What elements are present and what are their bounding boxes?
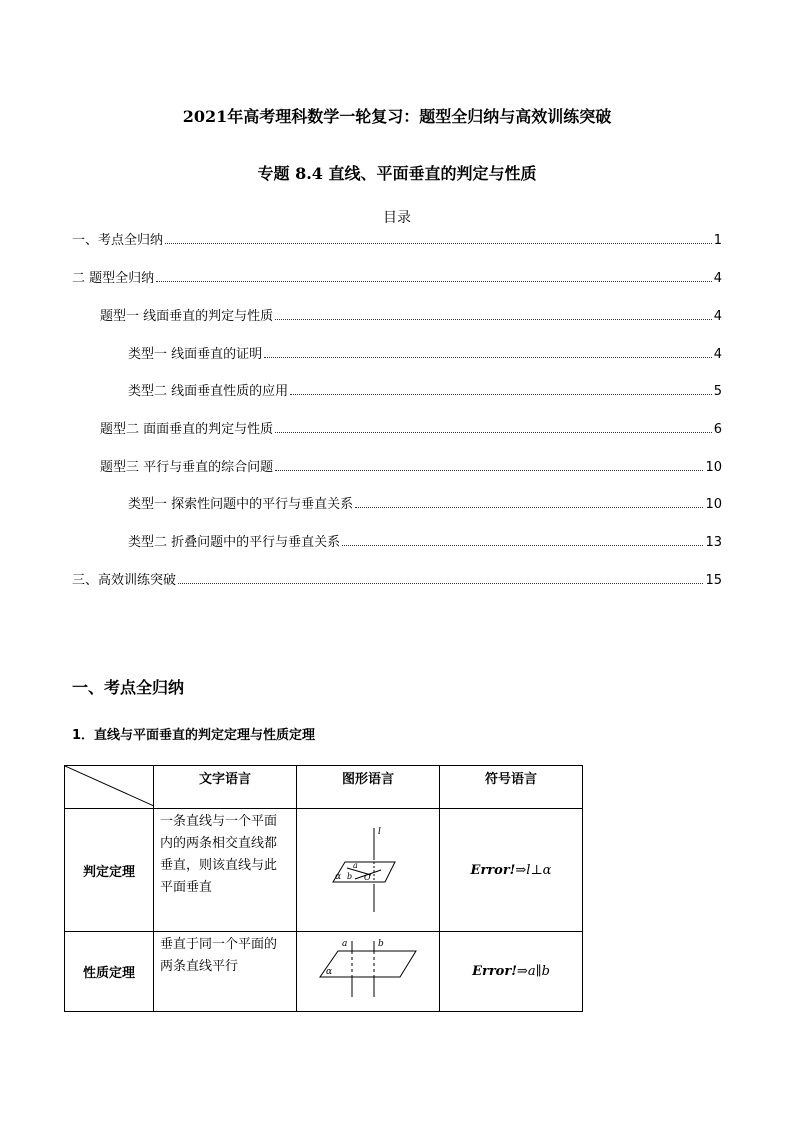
toc-item-page: 10 [705,497,722,512]
toc-leader [355,507,703,508]
figure-cell [297,809,440,932]
toc-item-page: 6 [713,422,722,437]
toc-leader [178,583,703,584]
text-line: 垂直于同一个平面的 [160,937,278,952]
table-row [65,809,583,932]
toc-item[interactable] [128,532,722,550]
toc-item-label: 二 题型全归纳 [72,271,155,286]
document-subtitle: 专题 8.4 直线、平面垂直的判定与性质 [257,164,537,183]
toc-item[interactable] [72,570,722,588]
figure-label: a [342,938,348,949]
symbol-expression: ⇒a∥b [516,964,550,979]
text-line: 一条直线与一个平面 [160,814,278,829]
toc-item[interactable] [100,306,722,324]
toc-item[interactable] [72,230,722,248]
toc-item-label: 题型二 面面垂直的判定与性质 [100,422,274,437]
toc-item-page: 15 [705,573,722,588]
figure-cell [297,932,440,1012]
toc-leader [275,319,712,320]
toc-item-page: 4 [713,271,722,286]
toc-leader [342,545,703,546]
toc-item-label: 题型三 平行与垂直的综合问题 [100,460,274,475]
header-symbol-language: 符号语言 [440,766,583,809]
toc-item[interactable] [128,344,722,362]
text-language-cell [154,809,297,932]
subsection-heading: 1．直线与平面垂直的判定定理与性质定理 [72,728,316,743]
toc-item-page: 13 [705,535,722,550]
toc-item-label: 类型一 探索性问题中的平行与垂直关系 [128,497,354,512]
toc-item-page: 10 [705,460,722,475]
toc-item-label: 一、考点全归纳 [72,233,164,248]
error-text: Error! [470,862,516,878]
figure-label: α [335,872,342,882]
toc-item[interactable] [128,381,722,399]
table-row [65,932,583,1012]
toc-item-page: 5 [713,384,722,399]
figure-label: b [378,938,384,949]
text-line: 内的两条相交直线都 [160,836,278,851]
line-perpendicular-plane-diagram [323,820,413,916]
toc-item[interactable] [128,494,722,512]
toc-leader [165,243,712,244]
text-language-cell [154,932,297,1012]
figure-label: b [347,872,353,881]
header-text-language: 文字语言 [154,766,297,809]
text-line: 垂直，则该直线与此 [160,858,278,873]
section-heading: 一、考点全归纳 [72,678,185,697]
toc-heading: 目录 [383,210,411,226]
table-corner-cell [65,766,154,809]
toc-leader [264,357,712,358]
toc-item-label: 三、高效训练突破 [72,573,177,588]
toc-leader [275,432,712,433]
symbol-language-cell [440,809,583,932]
toc-item-page: 4 [713,347,722,362]
toc-item-page: 1 [713,233,722,248]
theorem-table [64,765,583,1012]
text-line: 两条直线平行 [160,959,239,974]
symbol-expression: ⇒l⊥α [515,862,552,878]
document-title: 2021年高考理科数学一轮复习：题型全归纳与高效训练突破 [182,107,612,126]
header-figure-language: 图形语言 [297,766,440,809]
parallel-lines-plane-diagram [316,937,420,1003]
toc-item-label: 题型一 线面垂直的判定与性质 [100,309,274,324]
figure-label: l [378,827,381,837]
toc-item-label: 类型二 线面垂直性质的应用 [128,384,289,399]
toc-item[interactable] [72,268,722,286]
row-label-judgment: 判定定理 [65,809,154,932]
diagonal-line [65,766,154,806]
toc-leader [275,470,703,471]
toc-leader [156,281,712,282]
toc-item-label: 类型一 线面垂直的证明 [128,347,263,362]
symbol-language-cell [440,932,583,1012]
toc-item[interactable] [100,457,722,475]
row-label-property: 性质定理 [65,932,154,1012]
text-line: 平面垂直 [160,880,213,895]
figure-label: α [326,966,333,977]
toc-item-label: 类型二 折叠问题中的平行与垂直关系 [128,535,341,550]
toc-leader [290,394,712,395]
figure-label: a [353,861,358,870]
error-text: Error! [472,964,517,979]
toc-item[interactable] [100,419,722,437]
toc-item-page: 4 [713,309,722,324]
figure-label: O [364,873,371,882]
